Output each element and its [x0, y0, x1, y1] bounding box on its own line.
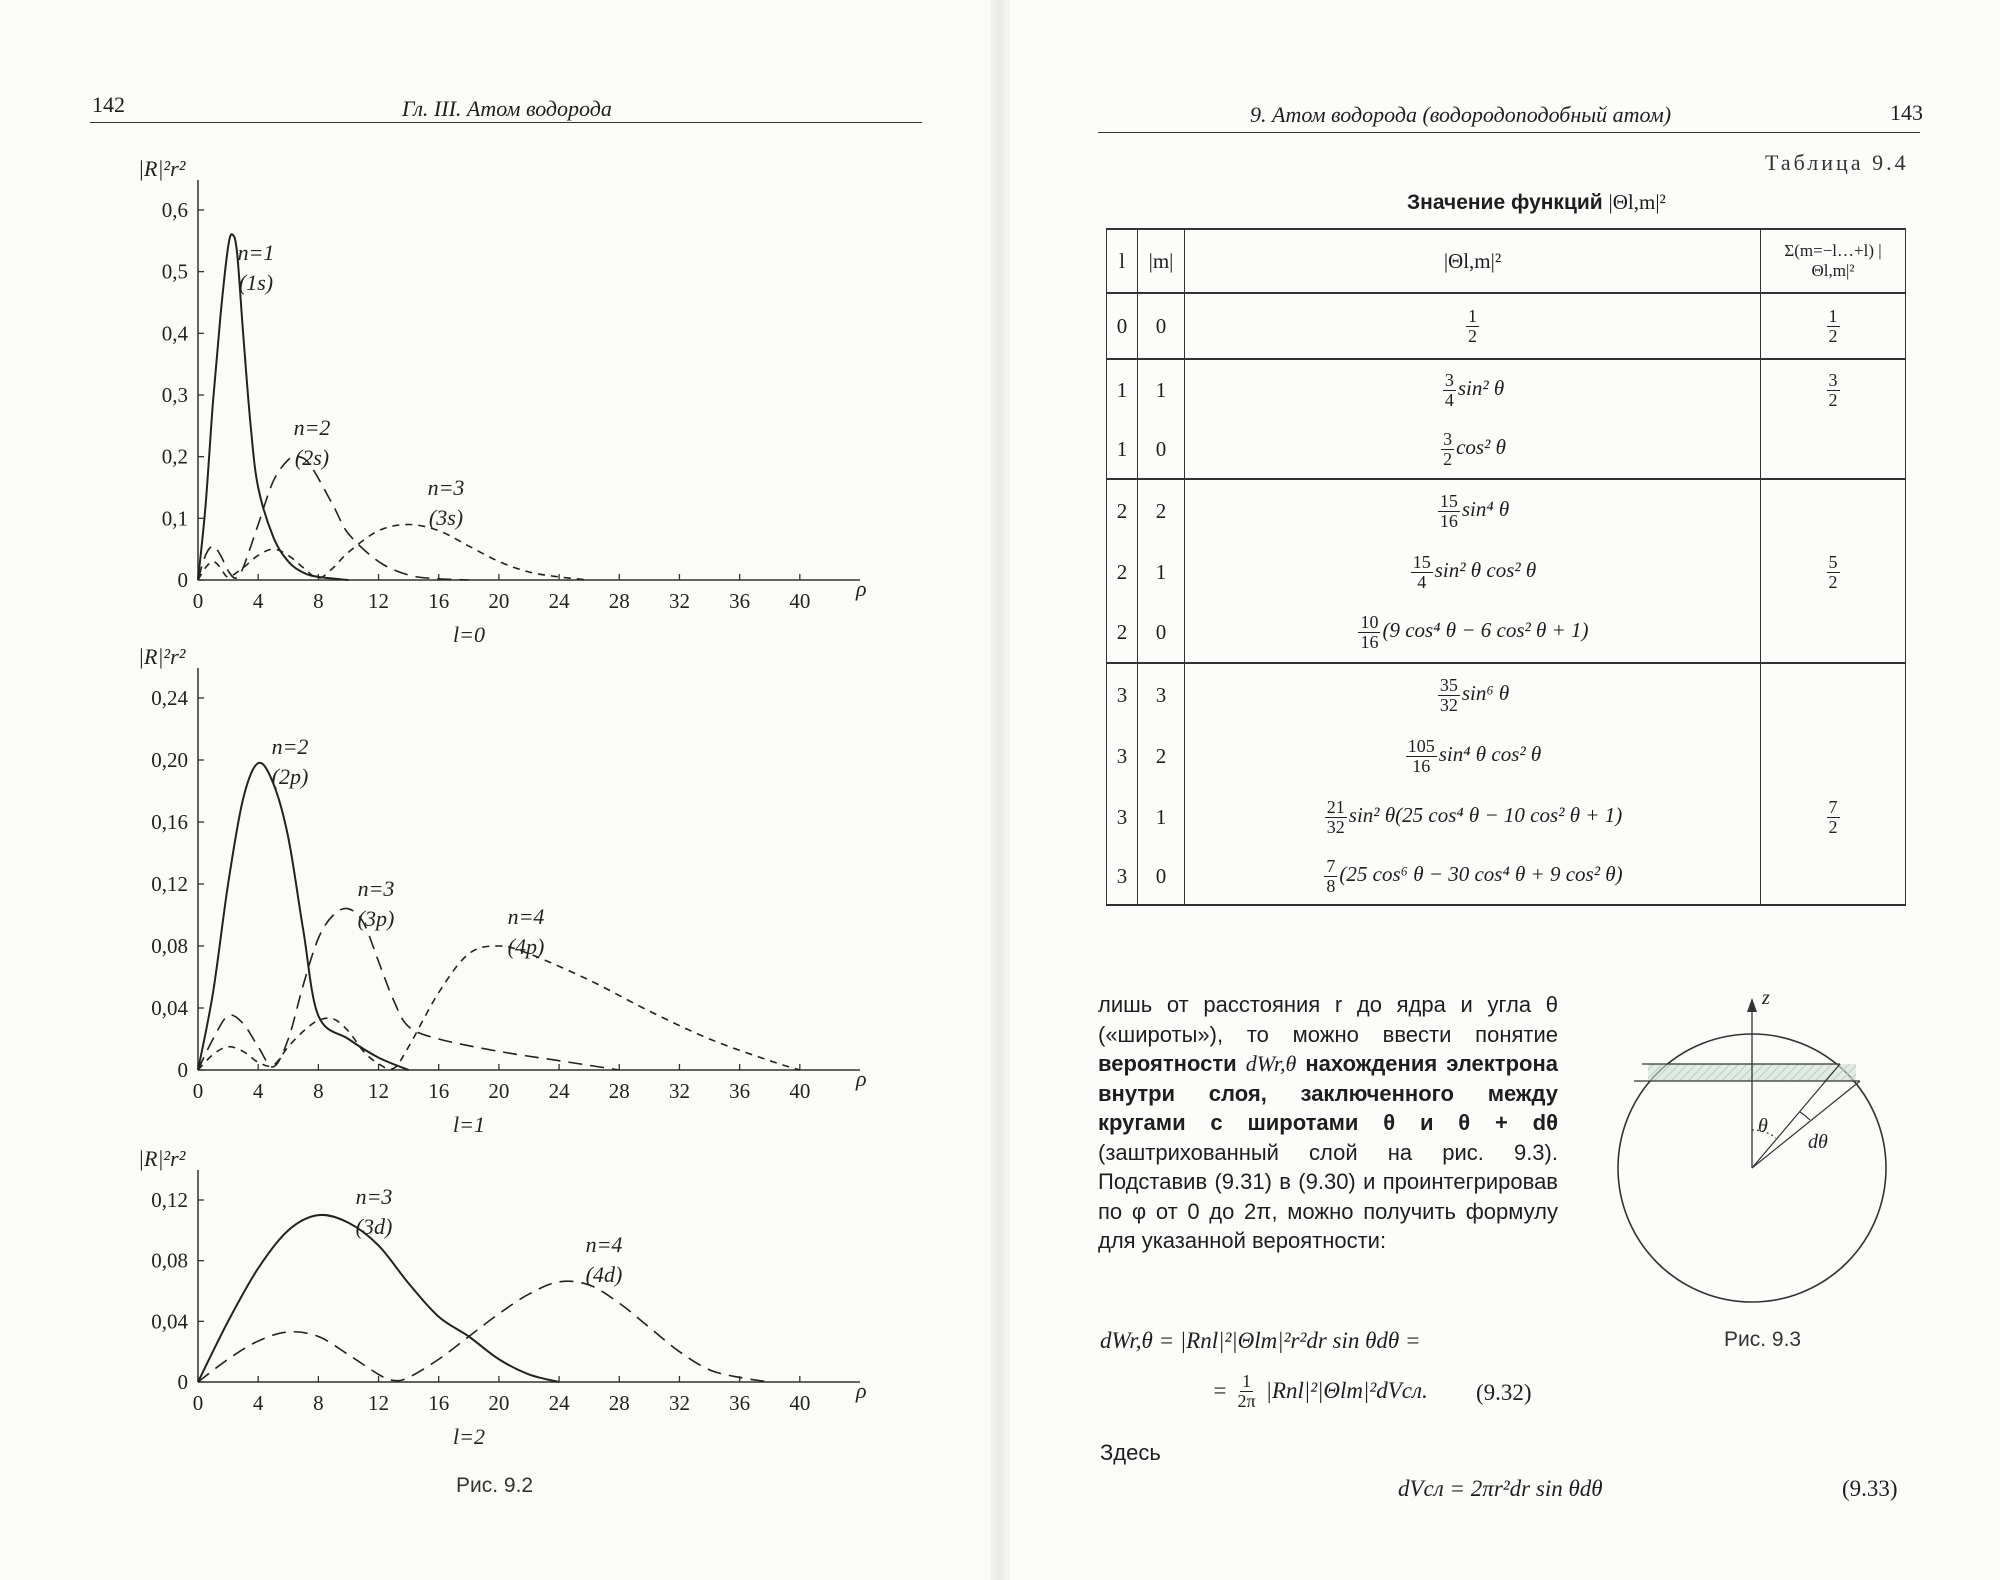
- x-tick-label: 36: [729, 589, 751, 613]
- expr-den: 16: [1360, 631, 1379, 652]
- table-cell-l: 3: [1107, 726, 1138, 786]
- eq-rest: |Rnl|²|Θlm|²dVсл.: [1265, 1378, 1428, 1404]
- table-cell-sum: [1761, 602, 1906, 663]
- expr-den: 16: [1439, 510, 1458, 531]
- body-text-2: (заштрихованный слой на рис. 9.3). Подставив (9.31) в (9.30) и проинтегрировав по φ от 0 до 2π, можно получить формулу для указанной вероятности:: [1098, 1139, 1558, 1253]
- table-cell-sum: [1761, 479, 1906, 542]
- x-tick-label: 40: [789, 589, 811, 613]
- right-running-header: 9. Атом водорода (водородоподобный атом): [1250, 102, 1672, 127]
- table-cell-l: 0: [1107, 293, 1138, 359]
- table-row: [1107, 602, 1906, 663]
- table-header-row: [1107, 229, 1906, 293]
- table-cell-l: 3: [1107, 848, 1138, 905]
- left-page-number: 142: [92, 92, 125, 117]
- sum-den: 2: [1828, 571, 1838, 592]
- expr-body: sin⁴ θ: [1461, 496, 1510, 521]
- theta-table-body: [1107, 229, 1906, 905]
- expr-fraction: [1438, 492, 1460, 531]
- x-tick-label: 8: [313, 589, 324, 613]
- expr-num: 3: [1444, 369, 1454, 390]
- x-tick-label: 32: [668, 589, 690, 613]
- table-cell-expression: [1185, 726, 1761, 786]
- x-tick-label: 16: [428, 1079, 450, 1103]
- y-axis-label: |R|²r²: [138, 644, 186, 669]
- sum-den: 2: [1828, 325, 1838, 346]
- chart-title: l=1: [453, 1112, 485, 1137]
- table-row: [1107, 726, 1906, 786]
- table-cell-expression: [1185, 420, 1761, 479]
- label-theta: θ: [1758, 1115, 1768, 1137]
- x-tick-label: 12: [368, 1391, 390, 1415]
- body-paragraph: [1098, 990, 1558, 1256]
- series-label-0: n=1: [237, 240, 275, 265]
- body-text-1: лишь от расстояния r до ядра и угла θ («широты»), то можно ввести понятие: [1098, 992, 1558, 1047]
- x-tick-label: 32: [668, 1391, 690, 1415]
- table-header-cell: Σ(m=−l…+l) |Θl,m|²: [1761, 229, 1906, 293]
- series-label-1: n=3: [357, 876, 395, 901]
- table-row: [1107, 293, 1906, 359]
- sum-fraction: [1827, 553, 1840, 592]
- x-tick-label: 4: [252, 1079, 264, 1103]
- table-cell-m: 1: [1138, 786, 1185, 848]
- x-axis-label: ρ: [856, 1066, 867, 1091]
- expr-num: 7: [1326, 855, 1336, 876]
- table-cell-l: 1: [1107, 359, 1138, 420]
- x-tick-label: 32: [668, 1079, 690, 1103]
- plot-l1: [0, 634, 880, 1150]
- expr-fraction: [1466, 307, 1479, 346]
- series-label-1: n=4: [585, 1232, 623, 1257]
- series-label-0: n=3: [355, 1184, 393, 1209]
- expr-body: (9 cos⁴ θ − 6 cos² θ + 1): [1382, 617, 1589, 642]
- x-tick-label: 12: [368, 589, 390, 613]
- right-header-rule: [1098, 132, 1920, 133]
- plot-l2: [0, 1136, 880, 1468]
- expr-fraction: [1441, 430, 1454, 469]
- series-sublabel-0: (1s): [238, 270, 274, 295]
- y-tick-label: 0,04: [151, 996, 188, 1020]
- y-tick-label: 0,12: [151, 1188, 188, 1212]
- table-cell-m: 0: [1138, 293, 1185, 359]
- x-tick-label: 40: [789, 1079, 811, 1103]
- expr-den: 32: [1439, 694, 1458, 715]
- table-cell-expression: [1185, 848, 1761, 905]
- series-sublabel-0: (2p): [271, 764, 309, 789]
- expr-fraction: [1358, 613, 1380, 652]
- table-cell-expression: [1185, 786, 1761, 848]
- expr-body: cos² θ: [1456, 434, 1506, 459]
- series-sublabel-2: (4p): [507, 934, 545, 959]
- expr-num: 3: [1443, 428, 1453, 449]
- sum-den: 2: [1828, 816, 1838, 837]
- y-tick-label: 0,24: [151, 686, 188, 710]
- table-row: [1107, 359, 1906, 420]
- table-row: [1107, 420, 1906, 479]
- sum-num: 1: [1828, 305, 1838, 326]
- y-tick-label: 0,3: [161, 383, 188, 407]
- eq-frac-den: 2π: [1237, 1390, 1256, 1411]
- y-tick-label: 0,6: [161, 198, 188, 222]
- equation-9-32-line1: dWr,θ = |Rnl|²|Θlm|²r²dr sin θdθ =: [1100, 1328, 1421, 1353]
- series-label-2: n=4: [507, 904, 545, 929]
- chart-title: l=2: [453, 1424, 485, 1449]
- sum-fraction: [1827, 798, 1840, 837]
- y-tick-label: 0: [177, 1058, 188, 1082]
- expr-fraction: [1411, 553, 1433, 592]
- y-tick-label: 0,1: [161, 506, 188, 531]
- equation-9-33: dVсл = 2πr²dr sin θdθ: [1398, 1476, 1603, 1501]
- x-tick-label: 28: [608, 1391, 630, 1415]
- table-row: [1107, 542, 1906, 602]
- expr-num: 35: [1439, 674, 1458, 695]
- table-cell-l: 2: [1107, 479, 1138, 542]
- x-tick-label: 8: [313, 1391, 324, 1415]
- expr-den: 2: [1468, 325, 1477, 346]
- expr-num: 15: [1439, 490, 1458, 511]
- table-cell-sum: [1761, 420, 1906, 479]
- table-row: [1107, 479, 1906, 542]
- sum-num: 3: [1828, 369, 1838, 390]
- expr-den: 4: [1444, 389, 1454, 410]
- table-cell-m: 1: [1138, 542, 1185, 602]
- expr-den: 8: [1326, 875, 1336, 896]
- expr-den: 4: [1417, 571, 1427, 592]
- sum-den: 2: [1828, 389, 1838, 410]
- y-tick-label: 0: [177, 1370, 188, 1394]
- series-sublabel-1: (2s): [294, 445, 330, 470]
- label-z: z: [1762, 990, 1770, 1009]
- table-header-cell: |Θl,m|²: [1185, 229, 1761, 293]
- plot-l0: [0, 150, 880, 660]
- sum-num: 5: [1828, 551, 1838, 572]
- x-tick-label: 0: [192, 589, 204, 613]
- figure-9-3: [1600, 990, 1920, 1360]
- label-dtheta: dθ: [1808, 1131, 1828, 1153]
- table-cell-expression: [1185, 602, 1761, 663]
- series-line-0: [198, 234, 348, 580]
- y-tick-label: 0,12: [151, 872, 188, 896]
- table-cell-l: 2: [1107, 602, 1138, 663]
- sum-num: 7: [1828, 796, 1838, 817]
- table-title-text: Значение функций: [1407, 191, 1603, 214]
- table-cell-l: 2: [1107, 542, 1138, 602]
- right-page-number: 143: [1890, 100, 1923, 125]
- y-tick-label: 0,2: [161, 444, 188, 469]
- expr-body: (25 cos⁶ θ − 30 cos⁴ θ + 9 cos² θ): [1339, 861, 1623, 886]
- series-label-0: n=2: [271, 734, 309, 759]
- table-cell-expression: [1185, 293, 1761, 359]
- table-cell-l: 3: [1107, 663, 1138, 726]
- expr-body: sin⁶ θ: [1461, 680, 1510, 705]
- expr-fraction: [1325, 798, 1347, 837]
- series-sublabel-1: (4d): [585, 1262, 623, 1287]
- series-line-0: [198, 1215, 559, 1382]
- series-label-2: n=3: [427, 475, 465, 500]
- table-cell-l: 1: [1107, 420, 1138, 479]
- expr-body: sin² θ: [1457, 375, 1505, 400]
- table-label: Таблица 9.4: [1765, 150, 1909, 175]
- x-tick-label: 20: [488, 589, 510, 613]
- x-tick-label: 24: [548, 1391, 570, 1415]
- x-axis-label: ρ: [856, 576, 867, 601]
- table-row: [1107, 663, 1906, 726]
- y-tick-label: 0: [177, 568, 188, 592]
- chart-title: l=0: [453, 622, 485, 647]
- table-cell-m: 2: [1138, 726, 1185, 786]
- series-sublabel-0: (3d): [355, 1214, 393, 1239]
- table-cell-sum: [1761, 786, 1906, 848]
- x-tick-label: 4: [252, 589, 264, 613]
- expr-num: 15: [1412, 551, 1431, 572]
- table-cell-expression: [1185, 663, 1761, 726]
- table-header-cell: l: [1107, 229, 1138, 293]
- left-header-rule: [90, 122, 922, 123]
- expr-den: 16: [1412, 755, 1431, 776]
- table-cell-sum: [1761, 663, 1906, 726]
- book-gutter: [990, 0, 1010, 1580]
- expr-num: 105: [1407, 735, 1435, 756]
- series-line-2: [198, 946, 800, 1070]
- expr-fraction: [1324, 857, 1337, 896]
- x-tick-label: 40: [789, 1391, 811, 1415]
- table-row: [1107, 848, 1906, 905]
- equation-9-32-number: (9.32): [1476, 1380, 1532, 1405]
- series-sublabel-2: (3s): [428, 505, 464, 530]
- y-tick-label: 0,20: [151, 748, 188, 772]
- table-cell-l: 3: [1107, 786, 1138, 848]
- eq-frac-num: 1: [1242, 1371, 1252, 1391]
- expr-fraction: [1438, 676, 1460, 715]
- table-title: [1407, 190, 1666, 215]
- x-axis-label: ρ: [856, 1378, 867, 1403]
- x-tick-label: 16: [428, 589, 450, 613]
- table-cell-expression: [1185, 542, 1761, 602]
- x-tick-label: 0: [192, 1079, 204, 1103]
- table-cell-sum: [1761, 726, 1906, 786]
- table-cell-m: 0: [1138, 602, 1185, 663]
- expr-body: sin² θ(25 cos⁴ θ − 10 cos² θ + 1): [1348, 802, 1623, 827]
- table-cell-m: 0: [1138, 848, 1185, 905]
- table-cell-expression: [1185, 359, 1761, 420]
- table-cell-sum: [1761, 293, 1906, 359]
- expr-num: 1: [1468, 305, 1477, 326]
- sum-fraction: [1827, 307, 1840, 346]
- x-tick-label: 36: [729, 1391, 751, 1415]
- table-title-math: |Θl,m|²: [1608, 190, 1666, 214]
- x-tick-label: 0: [192, 1391, 204, 1415]
- table-cell-m: 2: [1138, 479, 1185, 542]
- y-axis-label: |R|²r²: [138, 156, 186, 181]
- here-word: Здесь: [1100, 1440, 1161, 1465]
- equation-9-33-number: (9.33): [1842, 1476, 1898, 1501]
- table-cell-sum: [1761, 542, 1906, 602]
- theta-table: [1106, 228, 1906, 906]
- x-tick-label: 20: [488, 1079, 510, 1103]
- table-cell-m: 1: [1138, 359, 1185, 420]
- x-tick-label: 28: [608, 589, 630, 613]
- x-tick-label: 4: [252, 1391, 264, 1415]
- figure-9-3-caption: Рис. 9.3: [1724, 1328, 1802, 1351]
- y-tick-label: 0,16: [151, 810, 188, 834]
- sum-fraction: [1827, 371, 1840, 410]
- eq-equals: =: [1212, 1378, 1228, 1404]
- table-cell-sum: [1761, 848, 1906, 905]
- z-arrow: [1747, 998, 1757, 1012]
- x-tick-label: 24: [548, 589, 570, 613]
- series-sublabel-1: (3p): [357, 906, 395, 931]
- x-tick-label: 12: [368, 1079, 390, 1103]
- table-cell-m: 3: [1138, 663, 1185, 726]
- series-label-1: n=2: [293, 415, 331, 440]
- table-cell-sum: [1761, 359, 1906, 420]
- equation-9-32-line2: [1212, 1372, 1428, 1411]
- left-running-header: Гл. III. Атом водорода: [402, 96, 612, 121]
- body-math-dw: dWr,θ: [1245, 1051, 1297, 1076]
- x-tick-label: 24: [548, 1079, 570, 1103]
- expr-body: sin⁴ θ cos² θ: [1438, 741, 1542, 766]
- y-tick-label: 0,08: [151, 1248, 188, 1273]
- y-tick-label: 0,5: [161, 259, 188, 284]
- expr-fraction: [1443, 371, 1456, 410]
- table-row: [1107, 786, 1906, 848]
- expr-body: sin² θ cos² θ: [1434, 557, 1537, 582]
- expr-fraction: [1406, 737, 1437, 776]
- y-axis-label: |R|²r²: [138, 1146, 186, 1171]
- expr-num: 10: [1360, 611, 1379, 632]
- y-tick-label: 0,04: [151, 1309, 188, 1334]
- expr-den: 32: [1326, 816, 1345, 837]
- series-line-2: [198, 525, 589, 581]
- x-tick-label: 16: [428, 1391, 450, 1415]
- table-cell-expression: [1185, 479, 1761, 542]
- expr-num: 21: [1326, 796, 1345, 817]
- y-tick-label: 0,4: [161, 321, 188, 346]
- x-tick-label: 20: [488, 1391, 510, 1415]
- x-tick-label: 36: [729, 1079, 751, 1103]
- table-cell-m: 0: [1138, 420, 1185, 479]
- series-line-1: [198, 1281, 770, 1382]
- body-text-bold-2: нахождения электрона внутри слоя, заключенного между кругами с широтами θ и θ + dθ: [1098, 1051, 1558, 1135]
- y-tick-label: 0,08: [151, 934, 188, 958]
- expr-den: 2: [1443, 448, 1453, 469]
- table-header-cell: |m|: [1138, 229, 1185, 293]
- body-text-bold-1: вероятности: [1098, 1051, 1237, 1076]
- figure-9-2-caption: Рис. 9.2: [456, 1474, 534, 1497]
- x-tick-label: 28: [608, 1079, 630, 1103]
- x-tick-label: 8: [313, 1079, 324, 1103]
- eq-fraction: [1236, 1372, 1258, 1411]
